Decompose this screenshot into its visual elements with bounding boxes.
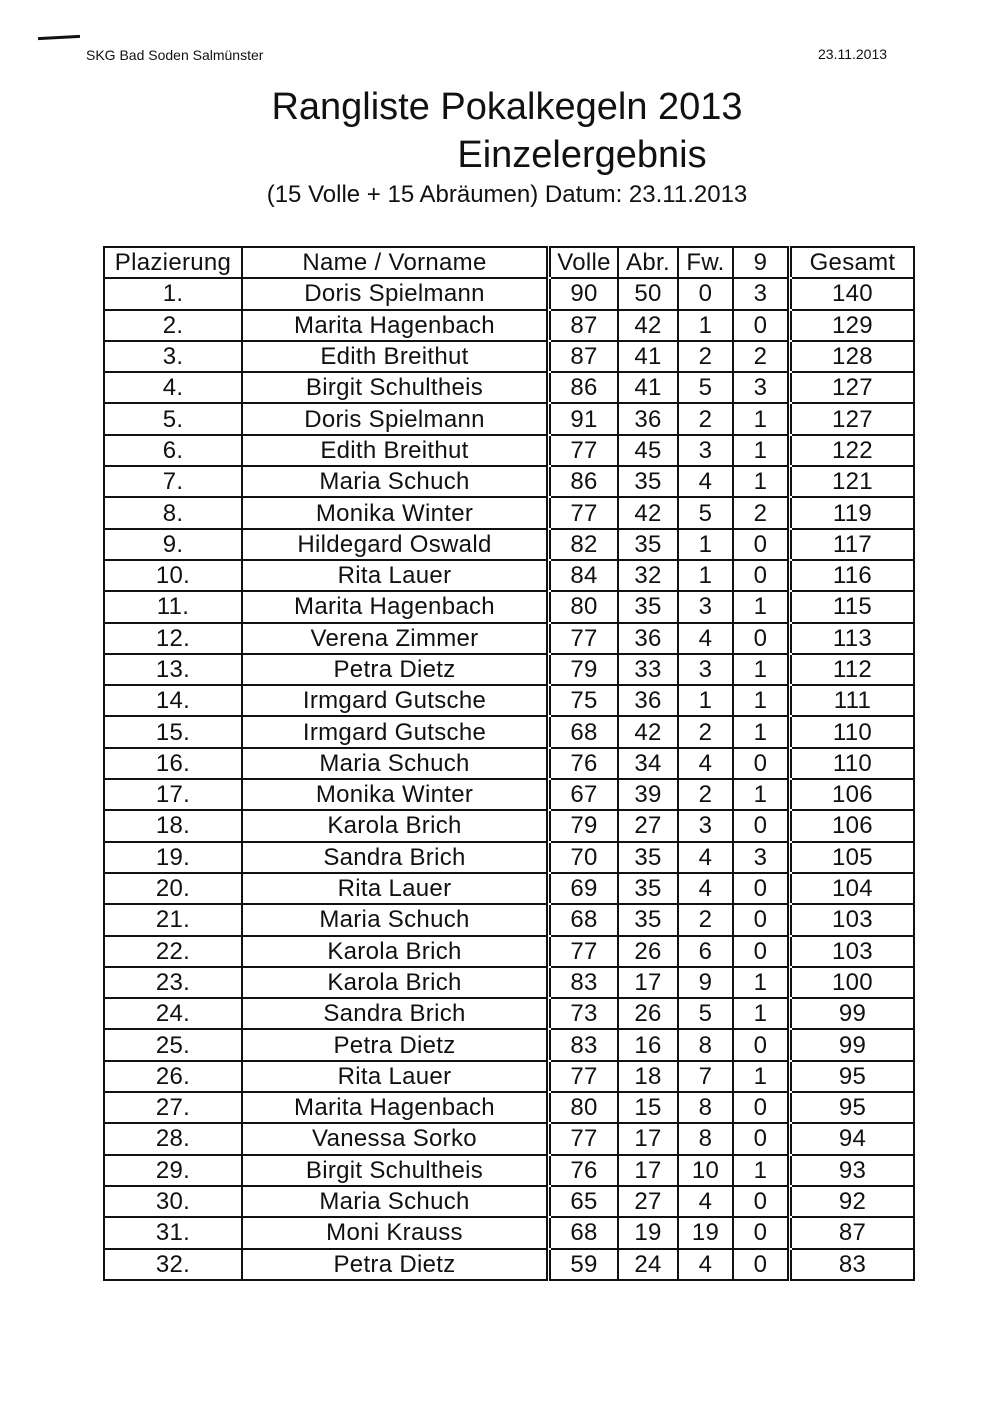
table-row xyxy=(104,998,914,1029)
cell-gesamt: 110 xyxy=(791,716,914,747)
table-row xyxy=(104,435,914,466)
scan-mark xyxy=(38,35,80,40)
table-row xyxy=(104,685,914,716)
page-description: (15 Volle + 15 Abräumen) Datum: 23.11.2013 xyxy=(266,181,748,208)
cell-volle: 67 xyxy=(550,779,618,810)
table-row xyxy=(104,1217,914,1248)
cell-fw: 2 xyxy=(678,403,733,434)
cell-abr: 26 xyxy=(618,998,678,1029)
table-row xyxy=(104,403,914,434)
table-header-row xyxy=(104,247,914,278)
table-row xyxy=(104,936,914,967)
cell-place: 13. xyxy=(104,654,242,685)
cell-place: 9. xyxy=(104,529,242,560)
cell-fw: 19 xyxy=(678,1217,733,1248)
cell-gesamt: 112 xyxy=(791,654,914,685)
cell-nine: 0 xyxy=(733,1123,788,1154)
table-row xyxy=(104,716,914,747)
cell-fw: 1 xyxy=(678,310,733,341)
table-row xyxy=(104,310,914,341)
cell-name: Marita Hagenbach xyxy=(242,591,547,622)
table-row xyxy=(104,748,914,779)
cell-volle: 79 xyxy=(550,654,618,685)
cell-gesamt: 116 xyxy=(791,560,914,591)
cell-abr: 27 xyxy=(618,1186,678,1217)
cell-fw: 3 xyxy=(678,810,733,841)
cell-volle: 65 xyxy=(550,1186,618,1217)
cell-fw: 2 xyxy=(678,341,733,372)
cell-place: 14. xyxy=(104,685,242,716)
cell-abr: 32 xyxy=(618,560,678,591)
cell-gesamt: 121 xyxy=(791,466,914,497)
cell-gesamt: 113 xyxy=(791,623,914,654)
column-header-gesamt: Gesamt xyxy=(791,247,914,278)
cell-volle: 86 xyxy=(550,466,618,497)
cell-nine: 1 xyxy=(733,967,788,998)
cell-name: Birgit Schultheis xyxy=(242,372,547,403)
results-table xyxy=(103,246,915,1281)
cell-name: Sandra Brich xyxy=(242,998,547,1029)
cell-name: Rita Lauer xyxy=(242,560,547,591)
cell-nine: 1 xyxy=(733,466,788,497)
cell-volle: 68 xyxy=(550,904,618,935)
cell-gesamt: 111 xyxy=(791,685,914,716)
cell-gesamt: 103 xyxy=(791,936,914,967)
cell-name: Monika Winter xyxy=(242,779,547,810)
club-name: SKG Bad Soden Salmünster xyxy=(86,47,264,63)
cell-abr: 50 xyxy=(618,278,678,309)
cell-abr: 35 xyxy=(618,591,678,622)
table-row xyxy=(104,873,914,904)
cell-fw: 3 xyxy=(678,654,733,685)
cell-fw: 5 xyxy=(678,497,733,528)
cell-volle: 86 xyxy=(550,372,618,403)
cell-volle: 87 xyxy=(550,341,618,372)
cell-fw: 8 xyxy=(678,1029,733,1060)
cell-name: Marita Hagenbach xyxy=(242,310,547,341)
cell-volle: 77 xyxy=(550,1123,618,1154)
cell-abr: 17 xyxy=(618,967,678,998)
cell-name: Karola Brich xyxy=(242,936,547,967)
cell-name: Moni Krauss xyxy=(242,1217,547,1248)
cell-abr: 15 xyxy=(618,1092,678,1123)
cell-gesamt: 87 xyxy=(791,1217,914,1248)
cell-place: 26. xyxy=(104,1061,242,1092)
table-row xyxy=(104,967,914,998)
cell-place: 10. xyxy=(104,560,242,591)
cell-name: Irmgard Gutsche xyxy=(242,685,547,716)
cell-volle: 73 xyxy=(550,998,618,1029)
cell-abr: 42 xyxy=(618,497,678,528)
cell-gesamt: 115 xyxy=(791,591,914,622)
table-row xyxy=(104,810,914,841)
cell-fw: 1 xyxy=(678,560,733,591)
column-header-abr: Abr. xyxy=(618,247,678,278)
cell-nine: 1 xyxy=(733,685,788,716)
cell-place: 11. xyxy=(104,591,242,622)
cell-fw: 4 xyxy=(678,623,733,654)
cell-gesamt: 127 xyxy=(791,403,914,434)
cell-fw: 0 xyxy=(678,278,733,309)
cell-place: 21. xyxy=(104,904,242,935)
cell-volle: 68 xyxy=(550,716,618,747)
cell-nine: 3 xyxy=(733,842,788,873)
cell-abr: 24 xyxy=(618,1249,678,1280)
cell-gesamt: 100 xyxy=(791,967,914,998)
table-row xyxy=(104,591,914,622)
cell-fw: 4 xyxy=(678,842,733,873)
cell-place: 16. xyxy=(104,748,242,779)
cell-abr: 17 xyxy=(618,1155,678,1186)
cell-name: Doris Spielmann xyxy=(242,403,547,434)
cell-name: Petra Dietz xyxy=(242,1249,547,1280)
cell-abr: 45 xyxy=(618,435,678,466)
cell-place: 18. xyxy=(104,810,242,841)
cell-nine: 0 xyxy=(733,936,788,967)
cell-fw: 7 xyxy=(678,1061,733,1092)
cell-name: Monika Winter xyxy=(242,497,547,528)
cell-volle: 83 xyxy=(550,967,618,998)
cell-nine: 0 xyxy=(733,529,788,560)
cell-place: 29. xyxy=(104,1155,242,1186)
cell-name: Edith Breithut xyxy=(242,341,547,372)
cell-name: Karola Brich xyxy=(242,810,547,841)
table-row xyxy=(104,341,914,372)
cell-nine: 0 xyxy=(733,1186,788,1217)
cell-abr: 16 xyxy=(618,1029,678,1060)
cell-fw: 9 xyxy=(678,967,733,998)
cell-volle: 75 xyxy=(550,685,618,716)
cell-abr: 27 xyxy=(618,810,678,841)
cell-volle: 59 xyxy=(550,1249,618,1280)
cell-volle: 76 xyxy=(550,1155,618,1186)
cell-nine: 2 xyxy=(733,341,788,372)
table-row xyxy=(104,1249,914,1280)
cell-place: 24. xyxy=(104,998,242,1029)
cell-nine: 0 xyxy=(733,560,788,591)
cell-gesamt: 93 xyxy=(791,1155,914,1186)
cell-place: 28. xyxy=(104,1123,242,1154)
cell-place: 31. xyxy=(104,1217,242,1248)
cell-nine: 1 xyxy=(733,998,788,1029)
cell-place: 23. xyxy=(104,967,242,998)
cell-name: Karola Brich xyxy=(242,967,547,998)
cell-fw: 2 xyxy=(678,904,733,935)
cell-fw: 6 xyxy=(678,936,733,967)
page-title: Rangliste Pokalkegeln 2013 xyxy=(271,86,743,128)
cell-volle: 77 xyxy=(550,623,618,654)
cell-name: Maria Schuch xyxy=(242,1186,547,1217)
cell-abr: 36 xyxy=(618,403,678,434)
cell-place: 27. xyxy=(104,1092,242,1123)
cell-nine: 1 xyxy=(733,1155,788,1186)
cell-nine: 1 xyxy=(733,1061,788,1092)
cell-fw: 4 xyxy=(678,466,733,497)
cell-gesamt: 119 xyxy=(791,497,914,528)
cell-nine: 0 xyxy=(733,310,788,341)
table-row xyxy=(104,372,914,403)
cell-abr: 35 xyxy=(618,529,678,560)
cell-volle: 82 xyxy=(550,529,618,560)
column-header-fw: Fw. xyxy=(678,247,733,278)
cell-gesamt: 110 xyxy=(791,748,914,779)
cell-abr: 17 xyxy=(618,1123,678,1154)
cell-fw: 4 xyxy=(678,748,733,779)
cell-abr: 18 xyxy=(618,1061,678,1092)
cell-volle: 68 xyxy=(550,1217,618,1248)
cell-gesamt: 94 xyxy=(791,1123,914,1154)
table-row xyxy=(104,1155,914,1186)
cell-name: Hildegard Oswald xyxy=(242,529,547,560)
column-header-place: Plazierung xyxy=(104,247,242,278)
cell-place: 17. xyxy=(104,779,242,810)
column-header-name: Name / Vorname xyxy=(242,247,547,278)
cell-abr: 34 xyxy=(618,748,678,779)
table-row xyxy=(104,1123,914,1154)
cell-fw: 1 xyxy=(678,529,733,560)
cell-fw: 4 xyxy=(678,1249,733,1280)
cell-place: 8. xyxy=(104,497,242,528)
cell-abr: 42 xyxy=(618,716,678,747)
cell-nine: 0 xyxy=(733,1217,788,1248)
cell-abr: 39 xyxy=(618,779,678,810)
cell-fw: 8 xyxy=(678,1092,733,1123)
cell-name: Vanessa Sorko xyxy=(242,1123,547,1154)
cell-abr: 26 xyxy=(618,936,678,967)
cell-place: 20. xyxy=(104,873,242,904)
cell-name: Maria Schuch xyxy=(242,466,547,497)
cell-gesamt: 106 xyxy=(791,810,914,841)
cell-name: Maria Schuch xyxy=(242,748,547,779)
cell-nine: 1 xyxy=(733,591,788,622)
cell-abr: 35 xyxy=(618,873,678,904)
column-header-nine: 9 xyxy=(733,247,788,278)
cell-place: 30. xyxy=(104,1186,242,1217)
cell-fw: 2 xyxy=(678,779,733,810)
cell-gesamt: 127 xyxy=(791,372,914,403)
cell-abr: 36 xyxy=(618,623,678,654)
table-row xyxy=(104,278,914,309)
cell-name: Verena Zimmer xyxy=(242,623,547,654)
cell-place: 5. xyxy=(104,403,242,434)
cell-volle: 77 xyxy=(550,435,618,466)
table-row xyxy=(104,466,914,497)
cell-fw: 5 xyxy=(678,998,733,1029)
table-row xyxy=(104,560,914,591)
cell-nine: 1 xyxy=(733,403,788,434)
cell-nine: 2 xyxy=(733,497,788,528)
cell-abr: 41 xyxy=(618,372,678,403)
table-row xyxy=(104,1186,914,1217)
cell-name: Edith Breithut xyxy=(242,435,547,466)
page-subtitle: Einzelergebnis xyxy=(457,134,707,176)
cell-nine: 0 xyxy=(733,623,788,654)
cell-fw: 1 xyxy=(678,685,733,716)
cell-volle: 91 xyxy=(550,403,618,434)
cell-nine: 0 xyxy=(733,1249,788,1280)
cell-volle: 70 xyxy=(550,842,618,873)
cell-volle: 79 xyxy=(550,810,618,841)
cell-gesamt: 95 xyxy=(791,1092,914,1123)
cell-abr: 33 xyxy=(618,654,678,685)
cell-abr: 36 xyxy=(618,685,678,716)
cell-fw: 10 xyxy=(678,1155,733,1186)
cell-gesamt: 104 xyxy=(791,873,914,904)
cell-place: 19. xyxy=(104,842,242,873)
cell-place: 6. xyxy=(104,435,242,466)
cell-nine: 0 xyxy=(733,1092,788,1123)
cell-name: Petra Dietz xyxy=(242,654,547,685)
cell-gesamt: 105 xyxy=(791,842,914,873)
column-header-volle: Volle xyxy=(550,247,618,278)
cell-name: Rita Lauer xyxy=(242,1061,547,1092)
cell-volle: 69 xyxy=(550,873,618,904)
cell-name: Petra Dietz xyxy=(242,1029,547,1060)
table-row xyxy=(104,779,914,810)
cell-name: Sandra Brich xyxy=(242,842,547,873)
cell-gesamt: 103 xyxy=(791,904,914,935)
cell-name: Marita Hagenbach xyxy=(242,1092,547,1123)
cell-gesamt: 122 xyxy=(791,435,914,466)
cell-volle: 83 xyxy=(550,1029,618,1060)
cell-place: 25. xyxy=(104,1029,242,1060)
cell-name: Maria Schuch xyxy=(242,904,547,935)
cell-fw: 4 xyxy=(678,873,733,904)
cell-place: 22. xyxy=(104,936,242,967)
cell-abr: 42 xyxy=(618,310,678,341)
cell-volle: 87 xyxy=(550,310,618,341)
table-row xyxy=(104,1061,914,1092)
table-row xyxy=(104,497,914,528)
cell-nine: 3 xyxy=(733,372,788,403)
cell-gesamt: 95 xyxy=(791,1061,914,1092)
table-row xyxy=(104,842,914,873)
cell-place: 3. xyxy=(104,341,242,372)
cell-fw: 4 xyxy=(678,1186,733,1217)
cell-place: 4. xyxy=(104,372,242,403)
cell-nine: 0 xyxy=(733,873,788,904)
cell-place: 32. xyxy=(104,1249,242,1280)
table-row xyxy=(104,1092,914,1123)
cell-fw: 3 xyxy=(678,591,733,622)
cell-gesamt: 129 xyxy=(791,310,914,341)
cell-volle: 84 xyxy=(550,560,618,591)
cell-name: Birgit Schultheis xyxy=(242,1155,547,1186)
cell-gesamt: 128 xyxy=(791,341,914,372)
cell-gesamt: 92 xyxy=(791,1186,914,1217)
cell-nine: 0 xyxy=(733,1029,788,1060)
cell-nine: 1 xyxy=(733,435,788,466)
cell-place: 15. xyxy=(104,716,242,747)
table-row xyxy=(104,623,914,654)
cell-fw: 2 xyxy=(678,716,733,747)
cell-gesamt: 99 xyxy=(791,998,914,1029)
table-row xyxy=(104,904,914,935)
table-row xyxy=(104,529,914,560)
cell-name: Doris Spielmann xyxy=(242,278,547,309)
cell-volle: 80 xyxy=(550,1092,618,1123)
cell-name: Irmgard Gutsche xyxy=(242,716,547,747)
cell-volle: 80 xyxy=(550,591,618,622)
cell-place: 12. xyxy=(104,623,242,654)
cell-nine: 0 xyxy=(733,748,788,779)
cell-gesamt: 117 xyxy=(791,529,914,560)
cell-nine: 1 xyxy=(733,654,788,685)
cell-volle: 90 xyxy=(550,278,618,309)
cell-fw: 8 xyxy=(678,1123,733,1154)
cell-volle: 77 xyxy=(550,1061,618,1092)
cell-place: 2. xyxy=(104,310,242,341)
cell-abr: 35 xyxy=(618,904,678,935)
cell-abr: 35 xyxy=(618,466,678,497)
cell-abr: 35 xyxy=(618,842,678,873)
cell-fw: 5 xyxy=(678,372,733,403)
cell-nine: 1 xyxy=(733,779,788,810)
cell-abr: 19 xyxy=(618,1217,678,1248)
cell-volle: 77 xyxy=(550,936,618,967)
cell-gesamt: 140 xyxy=(791,278,914,309)
header-date: 23.11.2013 xyxy=(818,46,888,62)
cell-gesamt: 106 xyxy=(791,779,914,810)
cell-place: 7. xyxy=(104,466,242,497)
cell-volle: 76 xyxy=(550,748,618,779)
table-row xyxy=(104,654,914,685)
cell-nine: 0 xyxy=(733,904,788,935)
cell-nine: 3 xyxy=(733,278,788,309)
cell-nine: 0 xyxy=(733,810,788,841)
table-row xyxy=(104,1029,914,1060)
cell-volle: 77 xyxy=(550,497,618,528)
cell-name: Rita Lauer xyxy=(242,873,547,904)
cell-place: 1. xyxy=(104,278,242,309)
cell-gesamt: 83 xyxy=(791,1249,914,1280)
cell-abr: 41 xyxy=(618,341,678,372)
cell-fw: 3 xyxy=(678,435,733,466)
cell-gesamt: 99 xyxy=(791,1029,914,1060)
cell-nine: 1 xyxy=(733,716,788,747)
